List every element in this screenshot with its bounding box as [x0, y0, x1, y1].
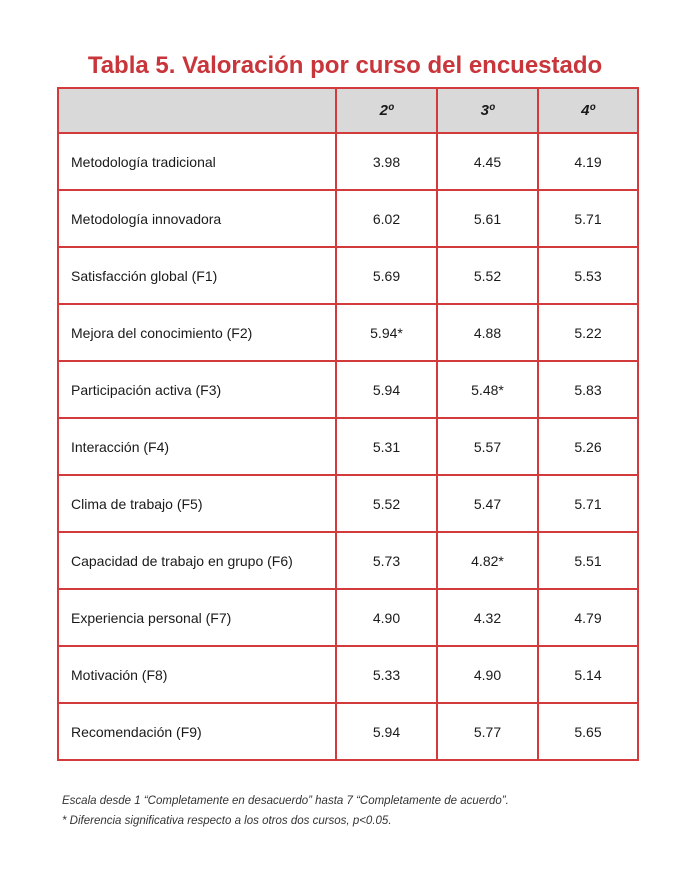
header-course-2: 2º [336, 88, 437, 133]
value-course-3: 4.82* [437, 532, 538, 589]
significance-note: * Diferencia significativa respecto a los otros dos cursos, p<0.05. [62, 815, 392, 827]
value-course-3: 5.47 [437, 475, 538, 532]
value-course-3: 5.52 [437, 247, 538, 304]
value-course-2: 5.33 [336, 646, 437, 703]
table-row [58, 646, 638, 703]
value-course-3: 4.88 [437, 304, 538, 361]
value-course-3: 5.61 [437, 190, 538, 247]
header-empty-cell [58, 88, 336, 133]
value-course-2: 5.69 [336, 247, 437, 304]
table-row [58, 589, 638, 646]
value-course-3: 5.48* [437, 361, 538, 418]
value-course-4: 5.53 [538, 247, 638, 304]
scale-note: Escala desde 1 “Completamente en desacuerdo” hasta 7 “Completamente de acuerdo”. [62, 795, 509, 807]
row-label: Experiencia personal (F7) [58, 589, 336, 646]
table-row [58, 703, 638, 760]
value-course-2: 6.02 [336, 190, 437, 247]
row-label: Capacidad de trabajo en grupo (F6) [58, 532, 336, 589]
value-course-2: 5.94* [336, 304, 437, 361]
row-label: Recomendación (F9) [58, 703, 336, 760]
table-row [58, 247, 638, 304]
value-course-3: 5.57 [437, 418, 538, 475]
row-label: Interacción (F4) [58, 418, 336, 475]
value-course-2: 5.94 [336, 703, 437, 760]
value-course-3: 5.77 [437, 703, 538, 760]
table-notes [62, 795, 662, 835]
value-course-3: 4.32 [437, 589, 538, 646]
row-label: Metodología innovadora [58, 190, 336, 247]
value-course-2: 5.94 [336, 361, 437, 418]
table-row [58, 133, 638, 190]
value-course-2: 5.73 [336, 532, 437, 589]
value-course-4: 4.19 [538, 133, 638, 190]
header-row [58, 88, 638, 133]
value-course-2: 4.90 [336, 589, 437, 646]
value-course-4: 5.22 [538, 304, 638, 361]
row-label: Mejora del conocimiento (F2) [58, 304, 336, 361]
value-course-4: 5.26 [538, 418, 638, 475]
value-course-2: 3.98 [336, 133, 437, 190]
header-course-3: 3º [437, 88, 538, 133]
table-row [58, 190, 638, 247]
value-course-4: 5.83 [538, 361, 638, 418]
value-course-4: 5.51 [538, 532, 638, 589]
value-course-4: 5.71 [538, 190, 638, 247]
row-label: Clima de trabajo (F5) [58, 475, 336, 532]
value-course-4: 5.14 [538, 646, 638, 703]
row-label: Satisfacción global (F1) [58, 247, 336, 304]
table-row [58, 418, 638, 475]
value-course-3: 4.90 [437, 646, 538, 703]
value-course-4: 5.71 [538, 475, 638, 532]
table-title: Tabla 5. Valoración por curso del encuestado [87, 52, 603, 79]
table-body [58, 133, 638, 760]
row-label: Participación activa (F3) [58, 361, 336, 418]
table-row [58, 532, 638, 589]
table-row [58, 304, 638, 361]
ratings-table [57, 87, 639, 761]
table-row [58, 361, 638, 418]
table-row [58, 475, 638, 532]
value-course-2: 5.31 [336, 418, 437, 475]
value-course-2: 5.52 [336, 475, 437, 532]
header-course-4: 4º [538, 88, 638, 133]
value-course-3: 4.45 [437, 133, 538, 190]
value-course-4: 4.79 [538, 589, 638, 646]
value-course-4: 5.65 [538, 703, 638, 760]
row-label: Motivación (F8) [58, 646, 336, 703]
row-label: Metodología tradicional [58, 133, 336, 190]
